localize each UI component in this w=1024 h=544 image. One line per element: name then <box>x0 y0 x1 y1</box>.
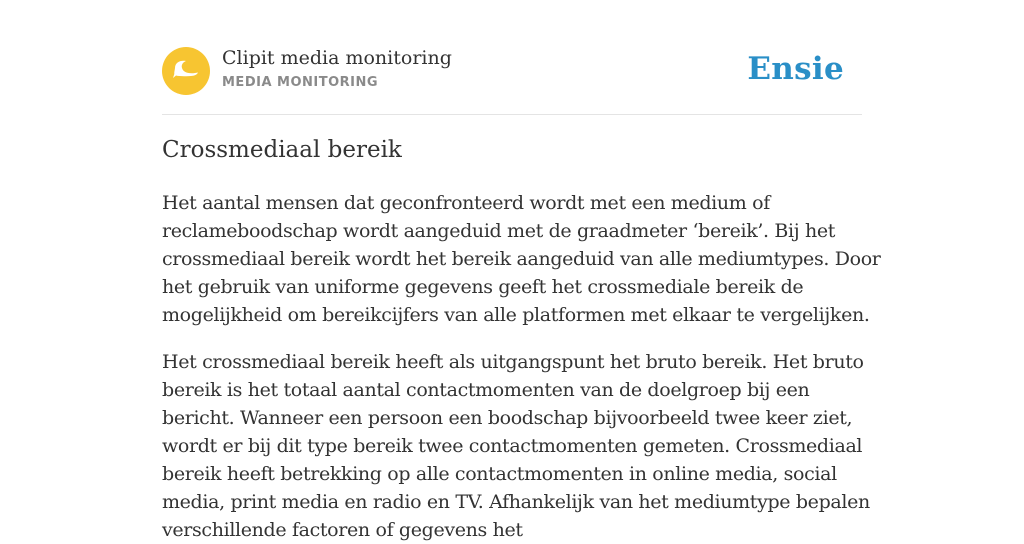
source-header <box>162 46 862 115</box>
speech-bubble-icon <box>162 47 210 95</box>
source-name[interactable]: Clipit media monitoring <box>222 47 452 69</box>
brand-logo[interactable]: Ensie <box>747 51 844 87</box>
source-category: MEDIA MONITORING <box>222 75 379 90</box>
source-logo[interactable] <box>162 47 210 95</box>
article-title: Crossmediaal bereik <box>162 137 402 163</box>
article-paragraph: Het crossmediaal bereik heeft als uitgangspunt het bruto bereik. Het bruto bereik is het totaal aantal contactmomenten van de doelgroep bij een bericht. Wanneer een persoon een boodschap bijvoorbeeld twee keer ziet, wordt er bij dit type bereik twee contactmomenten gemeten. Crossmediaal bereik heeft betrekking op alle contactmomenten in online media, social media, print media en radio en TV. Afhankelijk van het mediumtype bepalen verschillende factoren of gegevens het <box>162 351 870 541</box>
article-paragraph: Het aantal mensen dat geconfronteerd wordt met een medium of reclameboodschap wordt aangeduid met de graadmeter ‘bereik’. Bij het crossmediaal bereik wordt het bereik aangeduid van alle mediumtypes. Door het gebruik van uniforme gegevens geeft het crossmediale bereik de mogelijkheid om bereikcijfers van alle platformen met elkaar te vergelijken. <box>162 192 881 326</box>
